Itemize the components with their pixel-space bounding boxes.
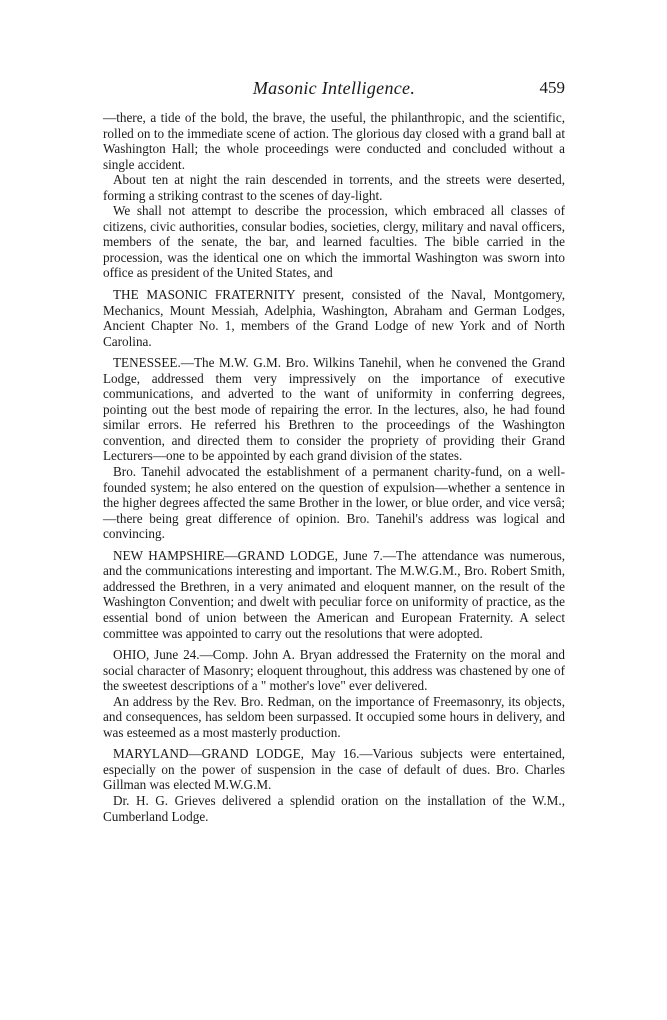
page-number: 459 [539, 78, 565, 97]
paragraph-new-hampshire: NEW HAMPSHIRE—GRAND LODGE, June 7.—The attendance was numerous, and the communications interesting and important. The M.W.G.M., Bro. Robert Smith, addressed the Brethren, in a very animated and eloquent manner, on the result of the Washington Convention; and dwelt with peculiar force on uniformity of practice, as the essential bond of union between the American and European Fraternity. A select committee was appointed to carry out the resolutions that were adopted. [103, 547, 565, 641]
paragraph-ohio: OHIO, June 24.—Comp. John A. Bryan addressed the Fraternity on the moral and social character of Masonry; eloquent throughout, this address was chastened by one of the sweetest descriptions of a " mother's love" ever delivered. [103, 647, 565, 694]
paragraph-redman-address: An address by the Rev. Bro. Redman, on the importance of Freemasonry, its objects, and consequences, has seldom been surpassed. It occupied some hours in delivery, and was esteemed as a most masterly production. [103, 693, 565, 740]
paragraph-tenessee: TENESSEE.—The M.W. G.M. Bro. Wilkins Tanehil, when he convened the Grand Lodge, addressed them very impressively on the importance of executive communications, and adverted to the want of uniformity in conferring degrees, pointing out the best mode of repairing the error. In the lectures, also, he had found similar errors. He referred his Brethren to the proceedings of the Washington convention, and directed them to consider the propriety of providing their Grand Lecturers—one to be appointed by each grand division of the states. [103, 355, 565, 464]
paragraph-maryland: MARYLAND—GRAND LODGE, May 16.—Various subjects were entertained, especially on the power of suspension in the case of default of dues. Bro. Charles Gillman was elected M.W.G.M. [103, 746, 565, 793]
body-text [103, 110, 565, 824]
paragraph-masonic-fraternity: THE MASONIC FRATERNITY present, consisted of the Naval, Montgomery, Mechanics, Mount Messiah, Adelphia, Washington, Abraham and German Lodges, Ancient Chapter No. 1, members of the Grand Lodge of new York and of North Carolina. [103, 287, 565, 349]
running-head [103, 78, 565, 104]
paragraph-tanehil-charity: Bro. Tanehil advocated the establishment of a permanent charity-fund, on a well-founded system; he also entered on the question of expulsion—whether a sentence in the higher degrees affected the same Brother in the lower, or blue order, and vice versâ;—there being great difference of opinion. Bro. Tanehil's address was logical and convincing. [103, 464, 565, 542]
paragraph-procession: We shall not attempt to describe the procession, which embraced all classes of citizens, civic authorities, consular bodies, societies, clergy, military and naval officers, members of the senate, the bar, and learned faculties. The bible carried in the procession, was the identical one on which the immortal Washington was sworn into office as president of the United States, and [103, 203, 565, 281]
paragraph-rain: About ten at night the rain descended in torrents, and the streets were deserted, forming a striking contrast to the scenes of day-light. [103, 172, 565, 203]
running-title: Masonic Intelligence. [252, 78, 416, 98]
book-page [103, 78, 565, 824]
paragraph-washington-celebration: —there, a tide of the bold, the brave, the useful, the philanthropic, and the scientific, rolled on to the immediate scene of action. The glorious day closed with a grand ball at Washington Hall; the whole proceedings were conducted and concluded without a single accident. [103, 110, 565, 172]
paragraph-grieves-oration: Dr. H. G. Grieves delivered a splendid oration on the installation of the W.M., Cumberland Lodge. [103, 792, 565, 824]
